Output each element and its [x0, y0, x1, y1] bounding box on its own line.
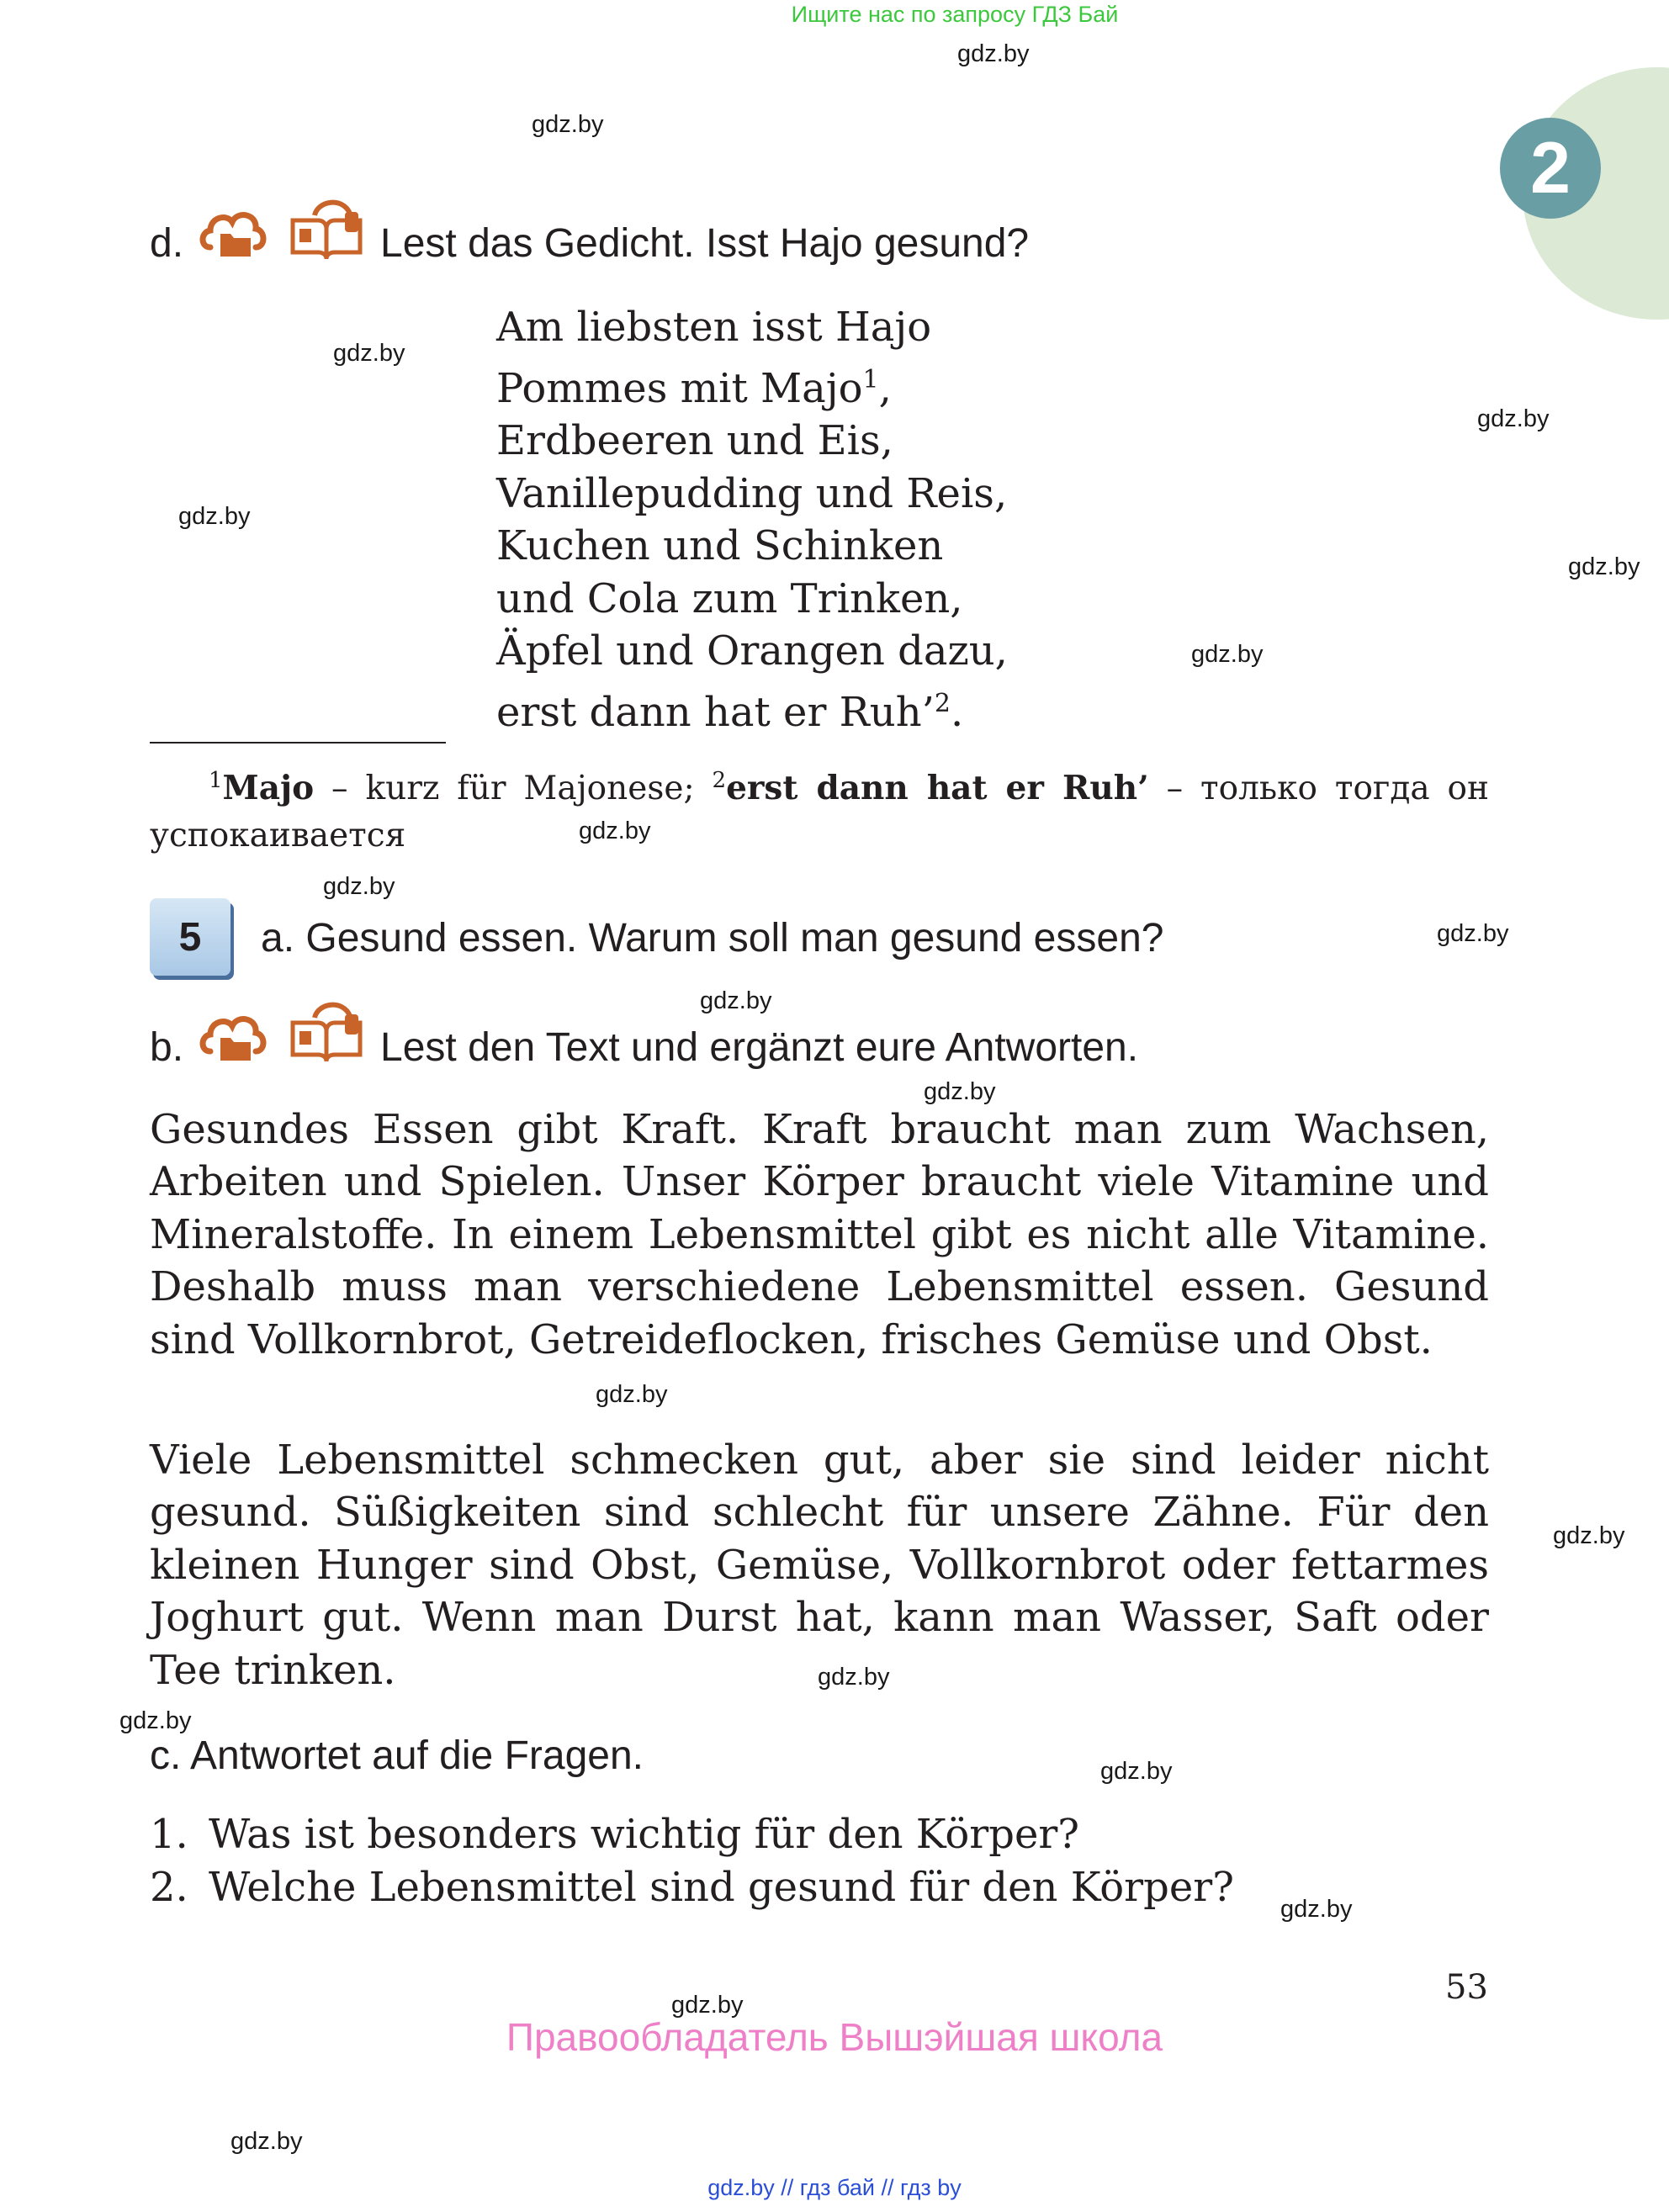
- task-d-label: d.: [150, 221, 184, 266]
- reading-text-paragraph-1: Gesundes Essen gibt Kraft. Kraft braucht man zum Wachsen, Arbeiten und Spielen. Unser Körper braucht viele Vitamine und Mineralstoffe. In einem Lebensmittel gibt es nicht alle Vitamine. Deshalb muss man verschiedene Lebensmittel essen. Gesund sind Vollkornbrot, Getreideflocken, frisches Gemüse und Obst.: [150, 1106, 1489, 1363]
- footnote-ref-2: 2: [934, 688, 951, 718]
- poem-line: Vanillepudding und Reis,: [496, 469, 1008, 517]
- exercise-number-badge: 5: [150, 898, 230, 976]
- top-banner[interactable]: Ищите нас по запросу ГДЗ Бай: [791, 2, 1119, 27]
- watermark: gdz.by: [957, 40, 1030, 67]
- poem-line: Am liebsten isst Hajo: [496, 304, 932, 351]
- page-number: 53: [1445, 1968, 1488, 2007]
- task-5a: a. Gesund essen. Warum soll man gesund essen?: [261, 916, 1164, 960]
- poem-line: erst dann hat er Ruh’$^2$.: [496, 688, 964, 736]
- watermark: gdz.by: [1191, 641, 1264, 668]
- watermark: gdz.by: [1568, 553, 1640, 580]
- watermark: gdz.by: [924, 1078, 996, 1105]
- bottom-links[interactable]: gdz.by // гдз бай // гдз by: [707, 2175, 962, 2200]
- copyright-notice: Правообладатель Вышэйшая школа: [506, 2015, 1163, 2059]
- watermark: gdz.by: [323, 873, 395, 900]
- watermark: gdz.by: [333, 340, 405, 367]
- cloud-folder-icon: [199, 205, 269, 262]
- task-b-label: b.: [150, 1025, 184, 1070]
- task-d-text: Lest das Gedicht. Isst Hajo gesund?: [380, 221, 1030, 266]
- watermark: gdz.by: [230, 2128, 303, 2155]
- cloud-folder-icon: [199, 1009, 269, 1066]
- list-item: 1. Was ist besonders wichtig für den Körper?: [150, 1811, 1080, 1858]
- question-list: [150, 1808, 1234, 1914]
- audio-book-icon: [289, 1001, 368, 1066]
- watermark: gdz.by: [178, 503, 251, 530]
- task-c: c. Antwortet auf die Fragen.: [150, 1733, 644, 1778]
- poem-line: und Cola zum Trinken,: [496, 574, 963, 622]
- watermark: gdz.by: [579, 818, 651, 844]
- poem-line: Äpfel und Orangen dazu,: [496, 627, 1008, 675]
- list-item: 2. Welche Lebensmittel sind gesund für den Körper?: [150, 1864, 1234, 1911]
- watermark: gdz.by: [119, 1707, 192, 1734]
- watermark: gdz.by: [1477, 405, 1550, 432]
- poem-line: Pommes mit Majo$^1$,: [496, 364, 892, 412]
- watermark: gdz.by: [532, 111, 604, 138]
- poem-line: Erdbeeren und Eis,: [496, 417, 893, 464]
- watermark: gdz.by: [671, 1992, 744, 2019]
- poem-line: Kuchen und Schinken: [496, 522, 944, 569]
- watermark: gdz.by: [1437, 920, 1509, 947]
- task-b-text: Lest den Text und ergänzt eure Antworten.: [380, 1025, 1139, 1070]
- watermark: gdz.by: [1280, 1896, 1353, 1923]
- watermark: gdz.by: [818, 1664, 890, 1691]
- watermark: gdz.by: [1553, 1522, 1625, 1549]
- unit-number-badge: 2: [1500, 118, 1601, 219]
- footnote: $^1$Majo – kurz für Majonese; $^2$erst dann hat er Ruh’ – только тогда он успокаивается: [150, 768, 1490, 855]
- footnote-ref-1: 1: [862, 364, 879, 394]
- poem: [496, 301, 1008, 738]
- reading-text-paragraph-2: Viele Lebensmittel schmecken gut, aber sie sind leider nicht gesund. Süßigkeiten sind schlecht für unsere Zähne. Für den kleinen Hunger sind Obst, Gemüse, Vollkornbrot oder fettarmes Joghurt gut. Wenn man Durst hat, kann man Wasser, Saft oder Tee trinken.: [150, 1437, 1489, 1694]
- audio-book-icon: [289, 198, 368, 264]
- watermark: gdz.by: [700, 987, 772, 1014]
- footnote-divider: [150, 742, 446, 744]
- watermark: gdz.by: [596, 1381, 668, 1408]
- watermark: gdz.by: [1100, 1758, 1173, 1785]
